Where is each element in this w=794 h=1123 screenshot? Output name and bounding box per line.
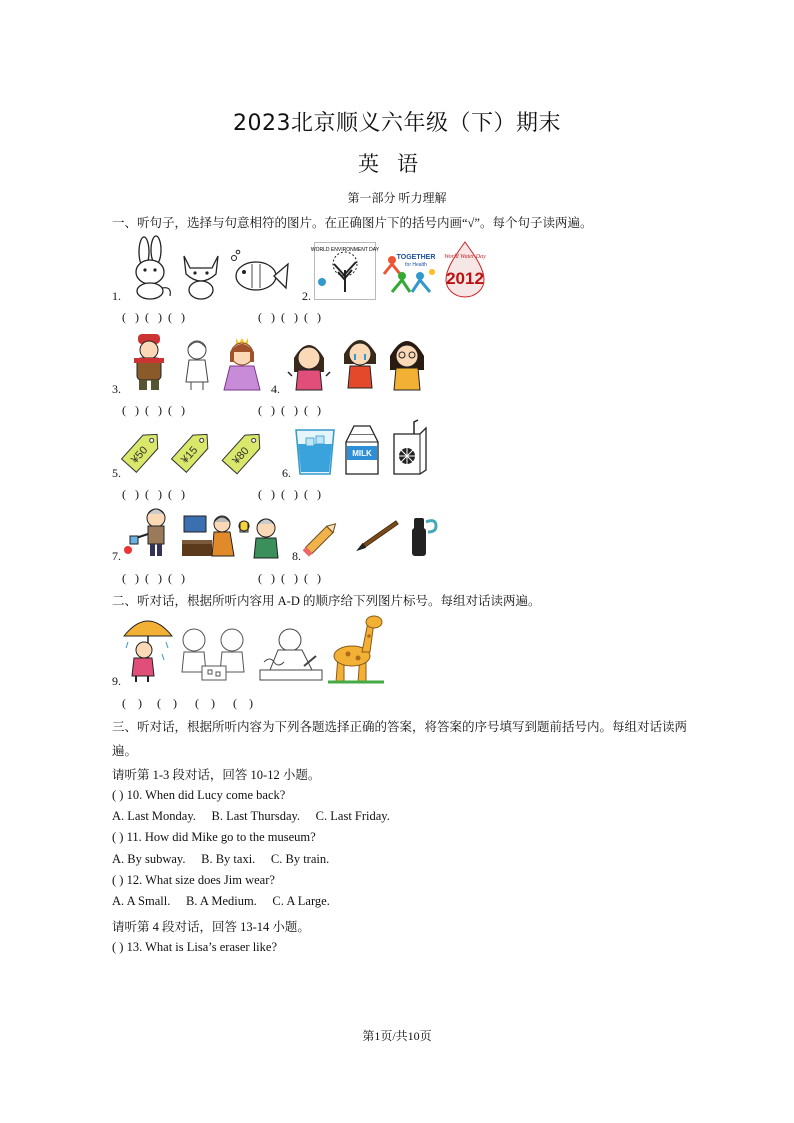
part-heading: 第一部分 听力理解 (347, 191, 447, 205)
item-number-4: 4. (271, 382, 280, 396)
tag-50-text: ¥50 (129, 444, 151, 466)
girl-sick-picture (384, 332, 430, 392)
question-11-options: A. By subway. B. By taxi. C. By train. (112, 852, 330, 866)
together-text: TOGETHER (396, 254, 436, 261)
question-11: ( ) 11. How did Mike go to the museum? (112, 830, 316, 844)
tag-80-text: ¥80 (230, 445, 252, 467)
item-number-7: 7. (112, 549, 121, 563)
group1-instruction: 请听第 1-3 段对话，回答 10-12 小题。 (112, 768, 321, 782)
marker-pen-picture (410, 516, 440, 558)
section3-instruction-line2: 遍。 (112, 744, 138, 758)
girl-umbrella-picture (122, 612, 174, 684)
question-12-options: A. A Small. B. A Medium. C. A Large. (112, 894, 330, 908)
juice-box-picture (390, 420, 430, 476)
paren-row-1: ( ) ( ) ( ) (122, 310, 185, 324)
item-number-3: 3. (112, 382, 121, 396)
paren-row-2: ( ) ( ) ( ) (258, 310, 321, 324)
environment-day-picture (310, 242, 380, 300)
question-10: ( ) 10. When did Lucy come back? (112, 788, 286, 802)
together-health-picture (380, 246, 438, 298)
pencil-picture (300, 520, 342, 558)
item-number-8: 8. (292, 549, 301, 563)
health-text: for Health (405, 262, 427, 268)
section3-instruction-line1: 三、听对话，根据所听内容为下列各题选择正确的答案，将答案的序号填写到题前括号内。每组对话读两 (112, 720, 688, 734)
price-tag-80 (220, 424, 270, 476)
section2-instruction: 二、听对话，根据所听内容用 A-D 的顺序给下列图片标号。每组对话读两遍。 (112, 594, 541, 608)
rabbit-picture (122, 236, 178, 300)
giraffe-picture (328, 612, 386, 684)
paren-row-3: ( ) ( ) ( ) (122, 403, 185, 417)
fish-picture (228, 250, 290, 298)
group2-instruction: 请听第 4 段对话，回答 13-14 小题。 (112, 920, 310, 934)
item-number-9: 9. (112, 674, 121, 688)
princess-picture (218, 336, 264, 392)
tag-15-text: ¥15 (179, 444, 201, 466)
item-number-6: 6. (282, 466, 291, 480)
paren-row-7: ( ) ( ) ( ) (122, 571, 185, 585)
grandpa-bird-picture (238, 516, 282, 558)
env-day-text: WORLD ENVIRONMENT DAY (310, 247, 380, 253)
paren-row-5: ( ) ( ) ( ) (122, 487, 185, 501)
question-10-options: A. Last Monday. B. Last Thursday. C. Last Friday. (112, 809, 390, 823)
price-tag-50 (120, 424, 166, 476)
question-12: ( ) 12. What size does Jim wear? (112, 873, 275, 887)
girl-crying-picture (338, 332, 382, 390)
question-13: ( ) 13. What is Lisa’s eraser like? (112, 940, 277, 954)
milk-carton-picture (344, 424, 380, 476)
kids-puzzle-picture (176, 626, 252, 684)
page-title: 2023北京顺义六年级（下）期末 (233, 111, 561, 136)
page-number: 第1页/共10页 (362, 1029, 432, 1043)
grandpa-watering-picture (122, 506, 176, 558)
item-number-5: 5. (112, 466, 121, 480)
water-glass-picture (294, 428, 336, 476)
paren-row-8: ( ) ( ) ( ) (258, 571, 321, 585)
water-day-picture (442, 240, 488, 298)
brush-picture (352, 516, 404, 558)
paren-row-4: ( ) ( ) ( ) (258, 403, 321, 417)
girl-cold-picture (286, 336, 332, 392)
paren-row-6: ( ) ( ) ( ) (258, 487, 321, 501)
price-tag-15 (170, 424, 216, 476)
item-number-2: 2. (302, 289, 311, 303)
water-day-text: World Water Day (444, 254, 486, 260)
outline-girl-picture (178, 338, 216, 392)
grandma-computer-picture (180, 514, 236, 558)
section1-instruction: 一、听句子，选择与句意相符的图片。在正确图片下的括号内画“√”。每个句子读两遍。 (112, 216, 593, 230)
paren-row-9: ( ) ( ) ( ) ( ) (122, 696, 253, 710)
winter-child-picture (124, 332, 174, 392)
subject-title: 英语 (358, 152, 436, 176)
milk-text: MILK (352, 449, 372, 458)
cat-picture (178, 248, 224, 300)
item-number-1: 1. (112, 289, 121, 303)
water-year-text: 2012 (446, 269, 484, 288)
kid-drawing-picture (256, 626, 326, 684)
